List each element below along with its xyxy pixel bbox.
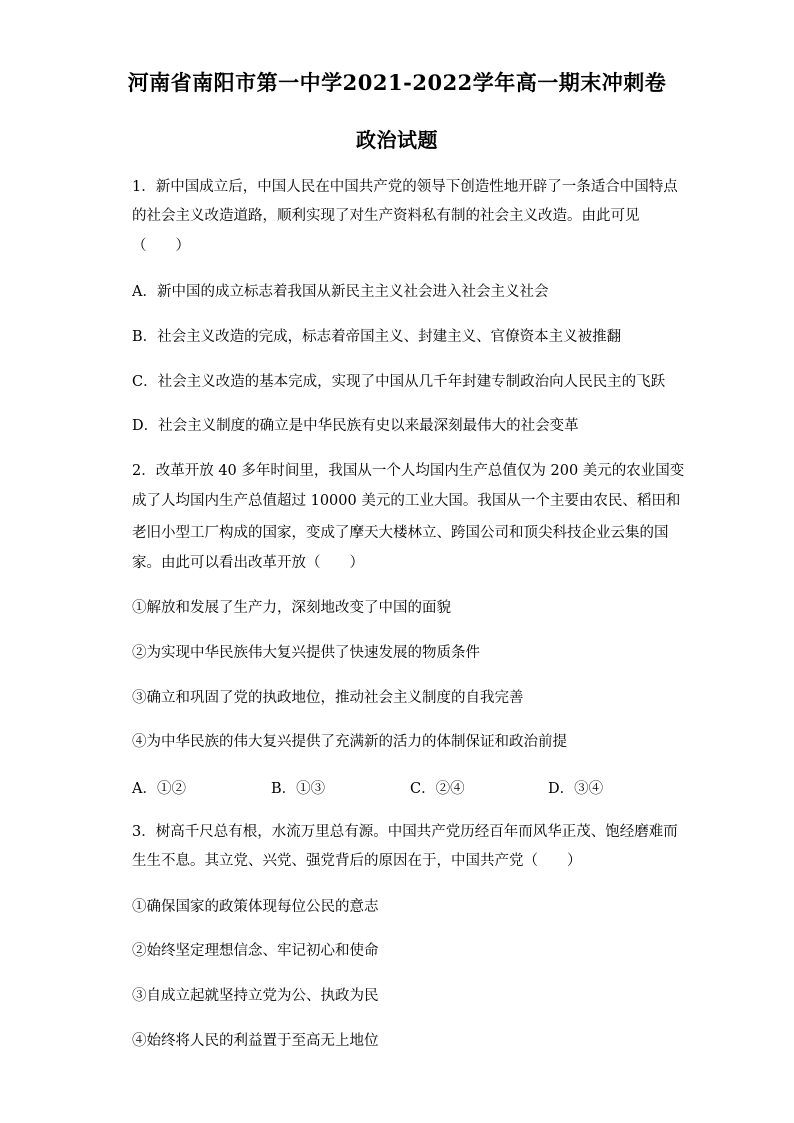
q2-stem-line-1: 2．改革开放 40 多年时间里，我国从一个人均国内生产总值仅为 200 美元的农业国变 (132, 463, 685, 479)
q1-stem-line-1: 1．新中国成立后，中国人民在中国共产党的领导下创造性地开辟了一条适合中国特点 (132, 179, 678, 195)
q3-stem-line-2: 生生不息。其立党、兴党、强党背后的原因在于，中国共产党（ ） (132, 853, 582, 869)
q2-statement-3: ③确立和巩固了党的执政地位，推动社会主义制度的自我完善 (132, 690, 524, 706)
q2-statement-2: ②为实现中华民族伟大复兴提供了快速发展的物质条件 (132, 645, 480, 661)
q1-option-a: A．新中国的成立标志着我国从新民主主义社会进入社会主义社会 (132, 284, 549, 300)
q1-stem-line-3: （ ） (132, 238, 190, 254)
exam-subtitle: 政治试题 (356, 128, 438, 152)
exam-title: 河南省南阳市第一中学2021-2022学年高一期末冲刺卷 (127, 70, 667, 95)
q3-stem-line-1: 3．树高千尺总有根，水流万里总有源。中国共产党历经百年而风华正茂、饱经磨难而 (132, 824, 678, 840)
q2-choice-a: A．①② (132, 781, 186, 797)
q2-stem-line-4: 家。由此可以看出改革开放（ ） (132, 555, 364, 571)
q2-choice-b: B．①③ (271, 781, 326, 797)
q1-stem-line-2: 的社会主义改造道路，顺利实现了对生产资料私有制的社会主义改造。由此可见 (132, 208, 640, 224)
q2-stem-line-3: 老旧小型工厂构成的国家，变成了摩天大楼林立、跨国公司和顶尖科技企业云集的国 (132, 525, 669, 541)
q3-statement-4: ④始终将人民的利益置于至高无上地位 (132, 1033, 379, 1049)
q3-statement-2: ②始终坚定理想信念、牢记初心和使命 (132, 943, 379, 959)
q1-option-d: D．社会主义制度的确立是中华民族有史以来最深刻最伟大的社会变革 (132, 418, 579, 434)
q3-statement-1: ①确保国家的政策体现每位公民的意志 (132, 899, 379, 915)
q2-choice-d: D．③④ (548, 781, 604, 797)
q2-statement-1: ①解放和发展了生产力，深刻地改变了中国的面貌 (132, 600, 451, 616)
q3-statement-3: ③自成立起就坚持立党为公、执政为民 (132, 988, 379, 1004)
q2-choice-c: C．②④ (410, 781, 465, 797)
q2-stem-line-2: 成了人均国内生产总值超过 10000 美元的工业大国。我国从一个主要由农民、稻田和 (132, 493, 681, 509)
q2-statement-4: ④为中华民族的伟大复兴提供了充满新的活力的体制保证和政治前提 (132, 734, 567, 750)
q1-option-c: C．社会主义改造的基本完成，实现了中国从几千年封建专制政治向人民民主的飞跃 (132, 374, 666, 390)
q1-option-b: B．社会主义改造的完成，标志着帝国主义、封建主义、官僚资本主义被推翻 (132, 329, 622, 345)
